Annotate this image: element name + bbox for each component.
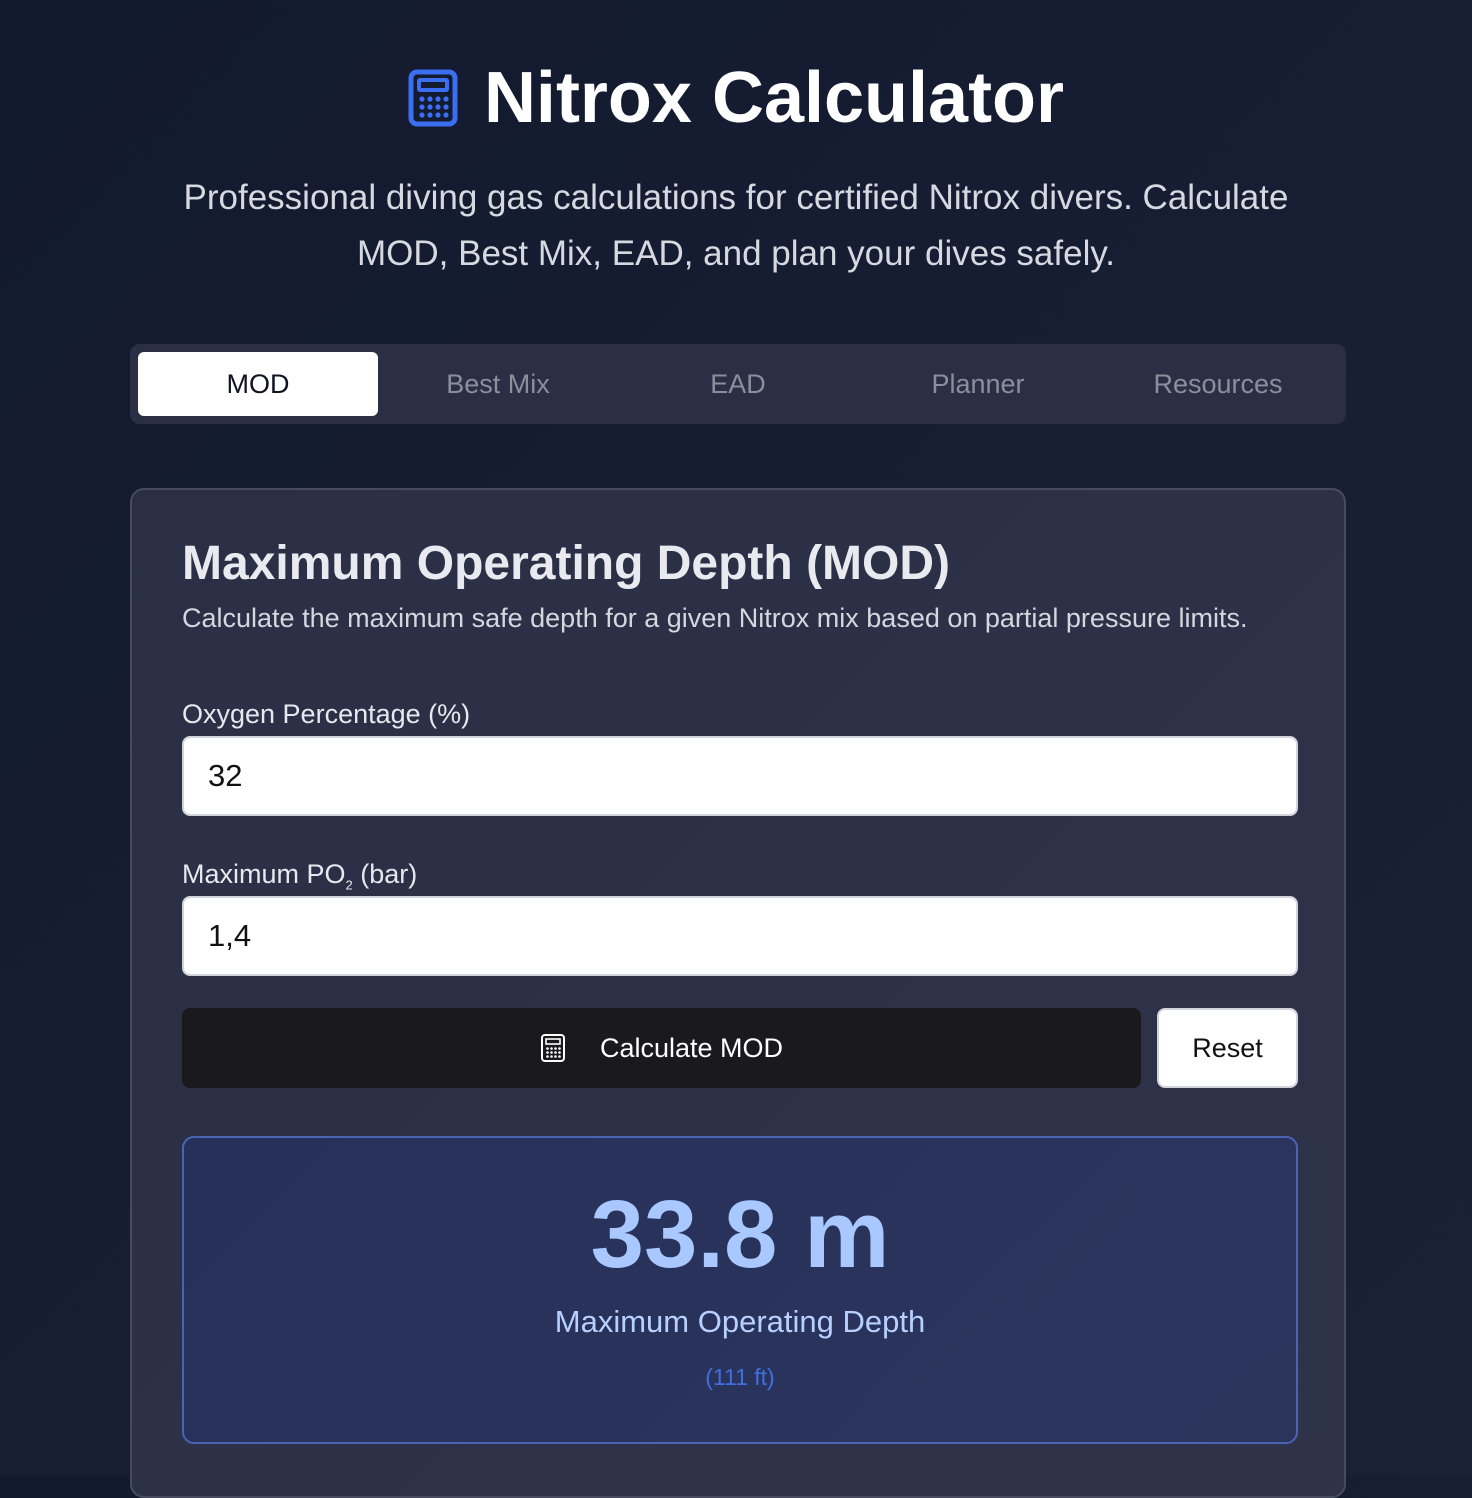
tab-planner[interactable]: Planner <box>931 368 1025 399</box>
tab-best-mix[interactable]: Best Mix <box>446 368 550 399</box>
mod-result-feet: (111 ft) <box>705 1364 775 1390</box>
calculator-icon <box>540 1033 566 1063</box>
tab-ead[interactable]: EAD <box>710 368 766 399</box>
card-title: Maximum Operating Depth (MOD) <box>182 537 951 590</box>
page-title: Nitrox Calculator <box>483 58 1065 138</box>
calculate-mod-button[interactable] <box>182 1008 1141 1088</box>
mod-result-label: Maximum Operating Depth <box>554 1304 926 1339</box>
mod-result-panel <box>182 1136 1298 1444</box>
tab-bar <box>130 344 1346 424</box>
mod-calculator-card <box>130 488 1346 1498</box>
card-description: Calculate the maximum safe depth for a given Nitrox mix based on partial pressure limits. <box>182 603 1248 633</box>
tab-mod[interactable]: MOD <box>138 352 378 416</box>
max-po2-label-subscript: 2 <box>345 877 353 893</box>
oxygen-percentage-label: Oxygen Percentage (%) <box>182 699 471 729</box>
reset-button[interactable]: Reset <box>1157 1008 1298 1088</box>
max-po2-label-suffix: (bar) <box>352 859 418 889</box>
oxygen-percentage-input[interactable] <box>182 736 1298 816</box>
page-header <box>0 58 1472 138</box>
mod-result-value: 33.8 m <box>590 1181 890 1288</box>
calculate-mod-label: Calculate MOD <box>599 1032 784 1063</box>
page-subtitle: Professional diving gas calculations for certified Nitrox divers. Calculate MOD, Best Mix, EAD, and plan your dives safely. <box>183 178 1289 273</box>
max-po2-input[interactable] <box>182 896 1298 976</box>
tab-resources[interactable]: Resources <box>1153 368 1283 399</box>
calculator-icon <box>408 69 458 127</box>
max-po2-label-prefix: Maximum PO <box>182 859 346 889</box>
